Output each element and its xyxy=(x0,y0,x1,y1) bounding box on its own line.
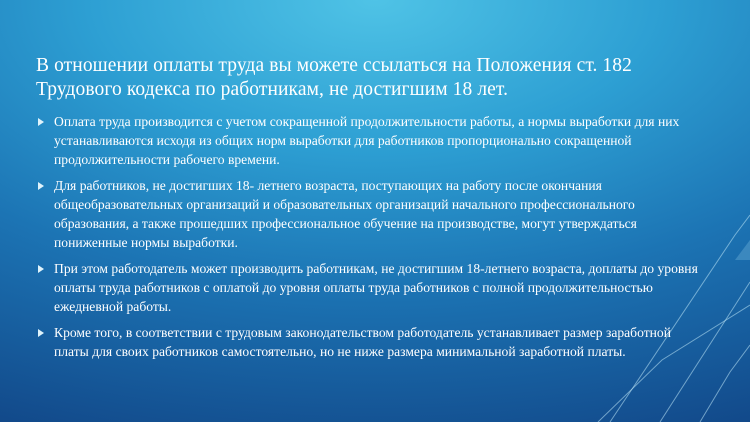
bullet-text: При этом работодатель может производить работникам, не достигшим 18-летнего возраста, доплаты до уровня оплаты труда работников с оплатой до уровня оплаты труда работников с полной продолжительностью ежедневной работы. xyxy=(54,261,698,314)
deco-shard xyxy=(735,240,750,260)
triangle-bullet-icon xyxy=(38,118,44,126)
bullet-item xyxy=(36,259,708,316)
bullet-item xyxy=(36,112,708,169)
bullet-list xyxy=(36,112,708,368)
bullet-text: Для работников, не достигших 18- летнего возраста, поступающих на работу после окончания общеобразовательных организаций и образовательных организаций начального профессионального образования, а также прошедших профессиональное обучение на производстве, могут утверждаться пониженные нормы выработки. xyxy=(54,178,637,250)
triangle-bullet-icon xyxy=(38,329,44,337)
bullet-text: Кроме того, в соответствии с трудовым законодательством работодатель устанавливает размер заработной платы для своих работников самостоятельно, но не ниже размера минимальной заработной платы. xyxy=(54,325,671,359)
bullet-text: Оплата труда производится с учетом сокращенной продолжительности работы, а нормы выработки для них устанавливаются исходя из общих норм выработки для работников пропорционально сокращенной продолжительности рабочего времени. xyxy=(54,114,680,167)
bullet-item xyxy=(36,176,708,252)
bullet-item xyxy=(36,323,708,361)
slide-title: В отношении оплаты труда вы можете ссылаться на Положения ст. 182 Трудового кодекса по работникам, не достигшим 18 лет. xyxy=(36,55,632,100)
triangle-bullet-icon xyxy=(38,265,44,273)
triangle-bullet-icon xyxy=(38,182,44,190)
